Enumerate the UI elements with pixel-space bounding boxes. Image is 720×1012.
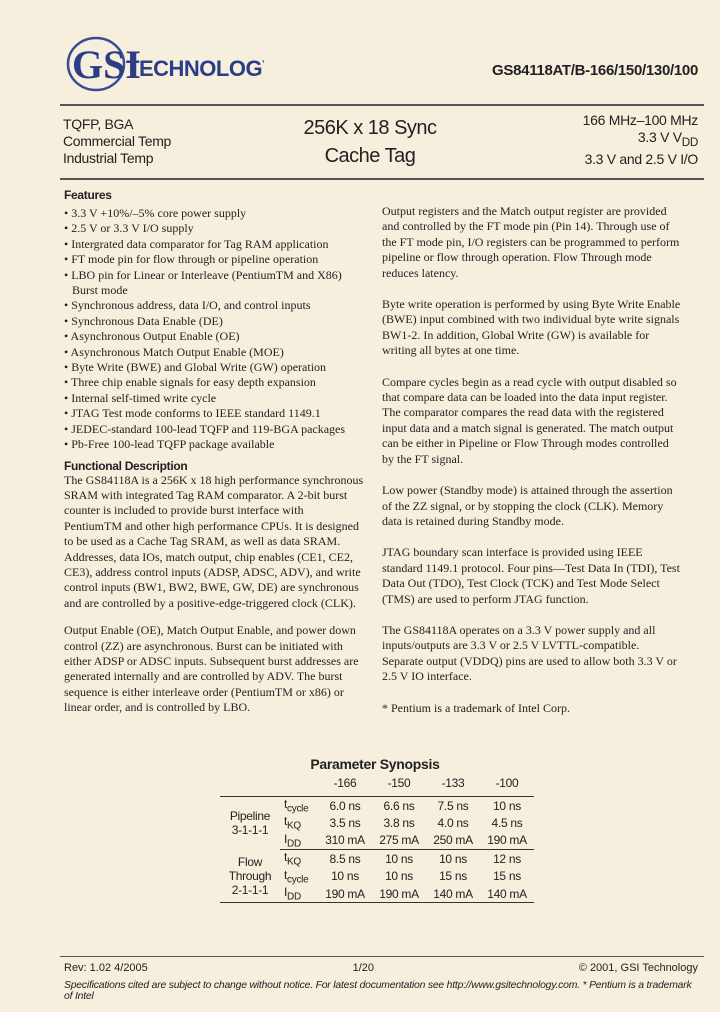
feature-item: • Asynchronous Match Output Enable (MOE)	[64, 345, 364, 360]
title-line-1: 256K x 18 Sync	[303, 117, 437, 139]
row-group-label: Pipeline 3-1-1-1	[229, 809, 271, 838]
table-row: $t_{KQ}$ 3.5 ns 3.8 ns 4.0 ns 4.5 ns	[284, 814, 523, 832]
feature-item: • JTAG Test mode conforms to IEEE standard 1149.1	[64, 406, 364, 421]
column-header: -150	[372, 776, 426, 797]
feature-item: • JEDEC-standard 100-lead TQFP and 119-BGA packages	[64, 422, 364, 437]
feature-item: • Three chip enable signals for easy depth expansion	[64, 375, 364, 390]
table-row: $t_{cycle}$ 10 ns 10 ns 15 ns 15 ns	[284, 867, 521, 885]
footer-rule	[60, 956, 704, 957]
footer-notice: Specifications cited are subject to change without notice. For latest documentation see http://www.gsitechnology.com. * Pentium is a trademark of Intel	[64, 980, 692, 1002]
table-row: $I_{DD}$ 190 mA 190 mA 140 mA 140 mA	[220, 885, 534, 903]
io-voltage: 3.3 V and 2.5 V I/O	[584, 150, 698, 167]
table-row: $I_{DD}$ 310 mA 275 mA 250 mA 190 mA	[220, 832, 534, 850]
column-header: -100	[480, 776, 534, 797]
trademark-footnote: * Pentium is a trademark of Intel Corp.	[382, 700, 570, 715]
table-row: Flow Through 2-1-1-1 $t_{KQ}$ 8.5 ns 10 ns 10 ns 12 ns	[220, 850, 534, 868]
feature-item: • Synchronous address, data I/O, and control inputs	[64, 298, 364, 313]
table-row: Pipeline 3-1-1-1 $t_{cycle}$ 6.0 ns 6.6 ns 7.5 ns 10 ns	[220, 797, 534, 815]
header-rule	[60, 104, 704, 106]
package-info	[63, 116, 171, 167]
feature-item: • FT mode pin for flow through or pipeline operation	[64, 252, 364, 267]
temp-industrial: Industrial Temp	[63, 150, 154, 166]
features-heading: Features	[64, 188, 112, 202]
functional-para-2: Output Enable (OE), Match Output Enable, and power down control (ZZ) are asynchronous. Burst can be initiated with either ADSP or ADSC inputs. Subsequent burst addresses are generated internally and are controlled by ADV. The burst sequence is either interleave order (PentiumTM or x86) or linear order, and is controlled by LBO.	[64, 623, 359, 715]
footer-info	[64, 962, 698, 974]
features-list	[64, 206, 364, 453]
synopsis-title: Parameter Synopsis	[310, 756, 440, 772]
product-title	[290, 114, 450, 170]
power-supply-para: The GS84118A operates on a 3.3 V power supply and all inputs/outputs are 3.3 V or 2.5 V LVTTL-compatible. Separate output (VDDQ) pins are used to allow both 3.3 V or 2.5 V IO interface.	[382, 622, 677, 684]
right-column	[382, 204, 682, 732]
feature-item: • Byte Write (BWE) and Global Write (GW) operation	[64, 360, 364, 375]
feature-item: • Intergrated data comparator for Tag RAM application	[64, 237, 364, 252]
temp-commercial: Commercial Temp	[63, 133, 172, 149]
parameter-synopsis-table	[220, 776, 534, 903]
page-number: 1/20	[352, 962, 374, 974]
spec-summary	[583, 112, 698, 168]
logo-gsi-text: GSI	[72, 42, 141, 87]
functional-para-1: The GS84118A is a 256K x 18 high performance synchronous SRAM with integrated Tag RAM comparator. A 2-bit burst counter is included to provide burst interface with PentiumTM and other high performance CPUs. It is designed to be used as a Cache Tag SRAM, as well as data SRAM. Addresses, data IOs, match output, chip enables (CE1, CE2, CE3), address control inputs (ADSP, ADSC, ADV), and write control inputs (BW1, BW2, BWE, GW, DE) are synchronous and are controlled by a positive-edge-triggered clock (CLK).	[64, 472, 364, 610]
part-number: GS84118AT/B-166/150/130/100	[492, 62, 698, 79]
gsi-logo	[64, 34, 264, 94]
feature-item: • 2.5 V or 3.3 V I/O supply	[64, 221, 364, 236]
feature-item: • Internal self-timed write cycle	[64, 391, 364, 406]
feature-item: • Asynchronous Output Enable (OE)	[64, 329, 364, 344]
functional-heading: Functional Description	[64, 458, 188, 473]
feature-item: • Synchronous Data Enable (DE)	[64, 314, 364, 329]
column-header: -133	[426, 776, 480, 797]
output-registers-para: Output registers and the Match output register are provided and controlled by the FT mode pin (Pin 14). Through use of the FT mode pin, I/O registers can be programmed to perform pipeline or flow through operation. Flow Through mode reduces latency.	[382, 204, 680, 280]
section-rule	[60, 178, 704, 180]
jtag-para: JTAG boundary scan interface is provided using IEEE standard 1149.1 protocol. Four pins—Test Data In (TDI), Test Data Out (TDO), Test Clock (TCK) and Test Mode Select (TMS) are used to perform JTAG function.	[382, 545, 680, 606]
table-header-row	[220, 776, 534, 797]
column-header: -166	[318, 776, 372, 797]
byte-write-para: Byte write operation is performed by using Byte Write Enable (BWE) input combined with two individual byte write signals BW1-2. In addition, Global Write (GW) is available for writing all bytes at one time.	[382, 297, 681, 358]
feature-item: • LBO pin for Linear or Interleave (PentiumTM and X86) Burst mode	[64, 268, 364, 299]
title-line-2: Cache Tag	[324, 145, 416, 167]
compare-cycles-para: Compare cycles begin as a read cycle with output disabled so that compare data can be loaded into the data input register. The comparator compares the read data with the registered input data and a match signal is generated. The match output can be either in Pipeline or Flow Through modes controlled by the FT signal.	[382, 374, 677, 466]
core-voltage: 3.3 V $V_{DD}$	[637, 129, 698, 149]
low-power-para: Low power (Standby mode) is attained through the assertion of the ZZ signal, or by stopping the clock (CLK). Memory data is retained during Standby mode.	[382, 483, 673, 528]
feature-item: • 3.3 V +10%/–5% core power supply	[64, 206, 364, 221]
logo-technology-text: TECHNOLOGY	[126, 56, 264, 81]
package-line: TQFP, BGA	[63, 116, 134, 132]
feature-item: • Pb-Free 100-lead TQFP package available	[64, 437, 364, 452]
frequency-range: 166 MHz–100 MHz	[582, 112, 698, 128]
row-group-label: Flow Through 2-1-1-1	[220, 850, 280, 903]
revision: Rev: 1.02 4/2005	[64, 962, 148, 974]
copyright: © 2001, GSI Technology	[578, 962, 698, 974]
left-column	[64, 188, 364, 728]
